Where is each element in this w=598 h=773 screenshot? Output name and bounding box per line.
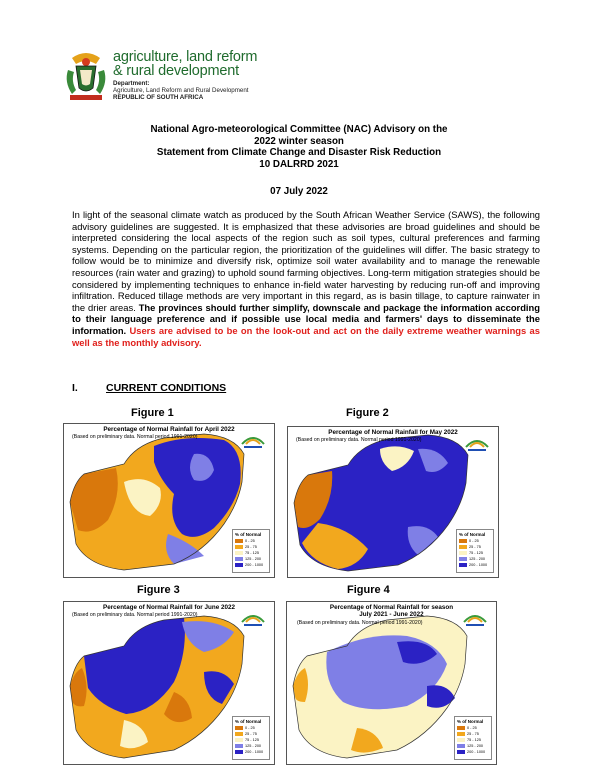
figure-3-label: Figure 3 [137,584,180,596]
legend-range: 200 - 1000 [469,563,488,567]
legend-title: % of Normal [235,719,262,724]
department-name-line2: & rural development [113,63,239,79]
map-season-title-line2: July 2021 - June 2022 [359,611,424,619]
department-subtitle-line2: Agriculture, Land Reform and Rural Development [113,87,249,94]
intro-bold-text: The provinces should further simplify, downscale and package the information according to their language preference and if possible use local media and farmers' days to disseminate the information. [72,301,540,336]
map-season-note: (Based on preliminary data. Normal period 1991-2020) [297,620,423,626]
rainfall-map-may [287,426,499,578]
department-subtitle-line1: Department: [113,80,150,87]
map-june-legend [232,716,270,760]
legend-range: 0 - 25 [469,539,479,543]
legend-title: % of Normal [235,532,262,537]
map-april-legend [232,529,270,573]
rainfall-map-june [63,601,275,765]
legend-range: 125 - 200 [245,557,262,561]
department-name [113,50,257,78]
legend-range: 200 - 1000 [245,563,264,567]
legend-range: 0 - 25 [467,726,477,730]
figure-1-label: Figure 1 [131,407,174,419]
rainfall-map-season [286,601,497,765]
legend-range: 75 - 125 [467,738,481,742]
legend-range: 125 - 200 [469,557,486,561]
heading-line2: 2022 winter season [254,135,344,147]
intro-text: In light of the seasonal climate watch as produced by the South African Weather Service (SAWS), the following advisory guidelines are suggested. It is emphasized that these advisories are broad guidelines and should be interpreted considering the local aspects of the region such as soil types, cultural preferences and farming systems. Depending on the particular region, the prioritization of the guidelines will differ. The basic strategy to follow would be to minimize and diversify risk, optimize soil water availability and to manage the renewable resources (rain water and grazing) to uphold sound farming objectives. Long-term mitigation strategies should be considered by implementing techniques to enhance in-field water harvesting by reducing run-off and improving infiltration. Reduced tillage methods are very important in this regard, as is basin tillage, to capture rainwater in the drier areas. [72,209,540,313]
coat-of-arms-logo [62,50,110,102]
saws-logo-icon [460,608,490,630]
legend-range: 75 - 125 [245,738,259,742]
department-subtitle [113,80,249,101]
legend-title: % of Normal [457,719,484,724]
legend-range: 25 - 75 [469,545,481,549]
intro-warning-text: Users are advised to be on the look-out and act on the daily extreme weather warnings as well as the monthly advisory. [72,324,540,348]
legend-range: 25 - 75 [245,732,257,736]
heading-line3: Statement from Climate Change and Disaster Risk Reduction [156,147,442,158]
saws-logo-icon [462,433,492,455]
map-may-legend [456,529,494,573]
department-subtitle-line3: REPUBLIC OF SOUTH AFRICA [113,94,204,101]
department-name-line1: agriculture, land reform [113,49,258,65]
legend-title: % of Normal [459,532,486,537]
section-number: I. [72,382,78,394]
advisory-date: 07 July 2022 [270,186,328,197]
heading-line1: National Agro-meteorological Committee (NAC) Advisory on the [150,124,448,135]
legend-range: 200 - 1000 [467,750,486,754]
saws-logo-icon [238,430,268,452]
map-june-title-line1: Percentage of Normal Rainfall for June 2022 [103,604,235,611]
legend-range: 125 - 200 [467,744,484,748]
legend-range: 75 - 125 [245,551,259,555]
map-may-note: (Based on preliminary data. Normal period 1991-2020) [296,437,422,443]
rainfall-map-april [63,423,275,578]
map-may-title-line1: Percentage of Normal Rainfall for May 2022 [328,429,458,436]
advisory-heading [0,124,598,170]
legend-range: 125 - 200 [245,744,262,748]
legend-range: 25 - 75 [467,732,479,736]
figure-2-label: Figure 2 [346,407,389,419]
legend-range: 0 - 25 [245,726,255,730]
map-season-title-line1: Percentage of Normal Rainfall for season [329,604,454,611]
intro-paragraph [72,209,540,348]
section-heading [72,382,226,394]
figure-4-label: Figure 4 [347,584,390,596]
legend-range: 0 - 25 [245,539,255,543]
map-april-title-line1: Percentage of Normal Rainfall for April 2022 [103,426,235,433]
saws-logo-icon [238,608,268,630]
map-april-note: (Based on preliminary data. Normal period 1991-2020) [72,434,198,440]
legend-range: 200 - 1000 [245,750,264,754]
map-june-note: (Based on preliminary data. Normal period 1991-2020) [72,612,198,618]
heading-line4: 10 DALRRD 2021 [259,158,339,170]
legend-range: 25 - 75 [245,545,257,549]
legend-range: 75 - 125 [469,551,483,555]
section-title: CURRENT CONDITIONS [106,382,227,394]
map-season-legend [454,716,492,760]
